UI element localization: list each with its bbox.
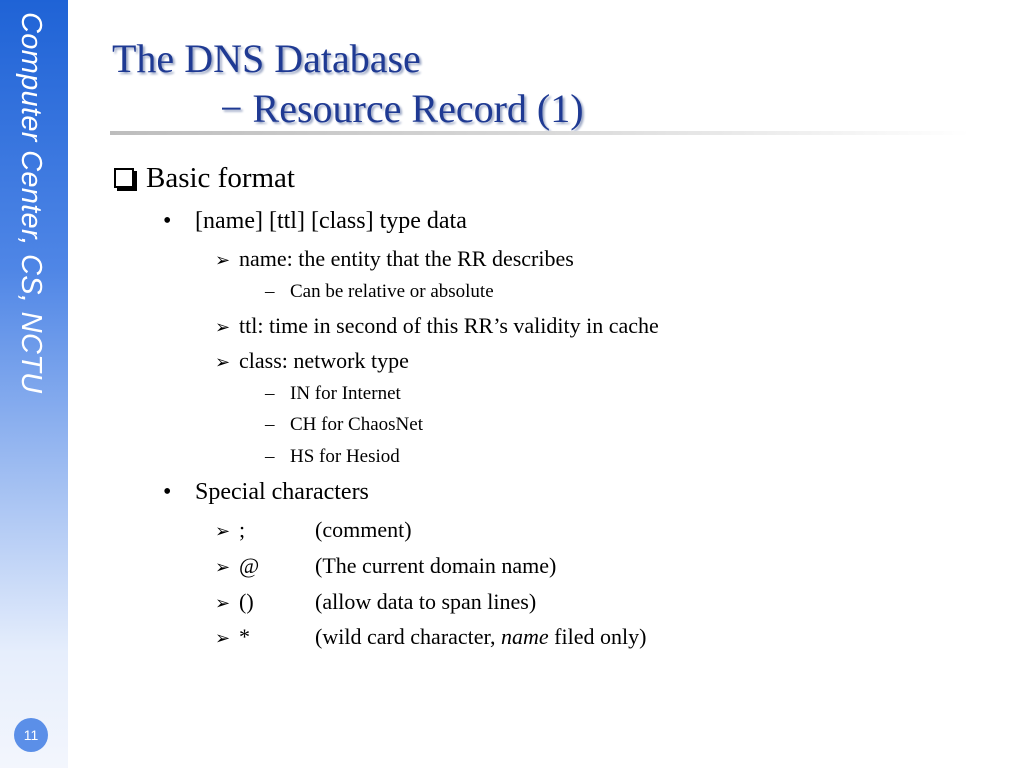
special-desc-tail: filed only) [548,624,647,649]
special-desc: (allow data to span lines) [315,589,537,614]
ttl-desc-text: ttl: time in second of this RR’s validity in cache [239,313,659,338]
special-symbol: @ [239,553,260,578]
checkbox-bullet-icon [114,168,134,188]
name-desc-text: name: the entity that the RR describes [239,246,574,271]
dash-bullet-icon: – [265,383,275,404]
class-item-text: CH for ChaosNet [290,414,423,435]
arrow-bullet-icon: ➢ [215,521,231,542]
special-item-wildcard [215,624,646,650]
class-item-text: HS for Hesiod [290,446,400,467]
bullet-format-line [163,208,467,235]
sub-class-in [265,383,401,405]
arrow-bullet-icon: ➢ [215,250,231,271]
special-item-comment [215,517,412,543]
title-line-1: The DNS Database [112,36,421,81]
page-number-badge: 11 [14,718,48,752]
basic-format-text: Basic format [146,162,295,194]
dash-bullet-icon: – [265,281,275,302]
slide-title [112,34,584,134]
bullet-basic-format [114,162,295,195]
sidebar [0,0,68,768]
sidebar-label: Computer Center, CS, NCTU [15,12,47,394]
bullet-name [215,246,574,272]
special-desc: (The current domain name) [315,553,557,578]
sub-name-relative [265,281,494,303]
sub-class-hs [265,446,400,468]
bullet-class [215,348,409,374]
title-line-2: − Resource Record (1) [220,86,584,131]
dot-bullet-icon: • [163,479,172,505]
sub-class-ch [265,414,423,436]
special-chars-text: Special characters [195,479,369,505]
special-symbol: () [239,589,254,614]
title-divider [110,131,970,135]
special-symbol: ; [239,517,246,542]
name-sub-text: Can be relative or absolute [290,281,494,302]
special-symbol: * [239,624,250,649]
bullet-special-characters [163,479,369,506]
arrow-bullet-icon: ➢ [215,593,231,614]
dash-bullet-icon: – [265,414,275,435]
arrow-bullet-icon: ➢ [215,628,231,649]
special-desc-emphasis: name [501,624,549,649]
format-line-text: [name] [ttl] [class] type data [195,208,467,234]
dash-bullet-icon: – [265,446,275,467]
special-desc: (comment) [315,517,412,542]
special-desc: (wild card character, [315,624,502,649]
class-item-text: IN for Internet [290,383,401,404]
arrow-bullet-icon: ➢ [215,317,231,338]
bullet-ttl [215,313,659,339]
special-item-at [215,553,556,579]
dot-bullet-icon: • [163,208,172,234]
class-desc-text: class: network type [239,348,409,373]
arrow-bullet-icon: ➢ [215,557,231,578]
special-item-parens [215,589,536,615]
arrow-bullet-icon: ➢ [215,352,231,373]
